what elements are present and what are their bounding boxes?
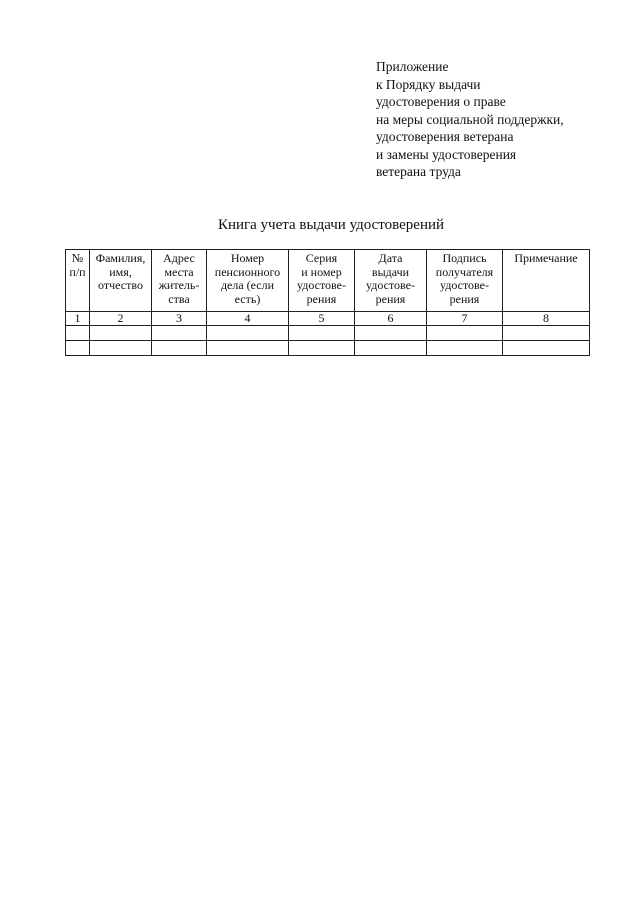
- appendix-line: удостоверения о праве: [376, 94, 506, 109]
- table-cell: [503, 341, 590, 356]
- table-cell: [152, 326, 207, 341]
- table-cell: [207, 341, 289, 356]
- table-cell: [427, 341, 503, 356]
- table-cell: [427, 326, 503, 341]
- appendix-line: удостоверения ветерана: [376, 129, 514, 144]
- header-cell-pension-number: Номер пенсионного дела (если есть): [207, 250, 289, 312]
- header-cell-address: Адрес места житель- ства: [152, 250, 207, 312]
- header-cell-signature: Подпись получателя удостове- рения: [427, 250, 503, 312]
- table-cell: [90, 326, 152, 341]
- register-table: [65, 249, 590, 356]
- appendix-line: Приложение: [376, 59, 449, 74]
- appendix-line: ветерана труда: [376, 164, 461, 179]
- column-number-cell: 1: [66, 312, 90, 326]
- header-cell-note: Примечание: [503, 250, 590, 312]
- table-cell: [90, 341, 152, 356]
- table-cell: [66, 326, 90, 341]
- table-cell: [503, 326, 590, 341]
- column-number-cell: 5: [289, 312, 355, 326]
- table-cell: [66, 341, 90, 356]
- appendix-line: к Порядку выдачи: [376, 76, 481, 92]
- document-title: Книга учета выдачи удостоверений: [217, 217, 445, 233]
- table-row: [66, 341, 590, 356]
- header-cell-series-number: Серия и номер удостове- рения: [289, 250, 355, 312]
- header-row: [66, 250, 590, 312]
- column-number-cell: 3: [152, 312, 207, 326]
- table-cell: [355, 341, 427, 356]
- column-number-cell: 7: [427, 312, 503, 326]
- header-cell-number: № п/п: [66, 250, 90, 312]
- header-cell-full-name: Фамилия, имя, отчество: [90, 250, 152, 312]
- appendix-block: [376, 58, 616, 181]
- table-cell: [207, 326, 289, 341]
- header-cell-issue-date: Дата выдачи удостове- рения: [355, 250, 427, 312]
- column-number-row: [66, 312, 590, 326]
- column-number-cell: 4: [207, 312, 289, 326]
- table-cell: [289, 326, 355, 341]
- column-number-cell: 6: [355, 312, 427, 326]
- table-row: [66, 326, 590, 341]
- appendix-line: на меры социальной поддержки,: [376, 111, 564, 127]
- table-cell: [152, 341, 207, 356]
- table-cell: [289, 341, 355, 356]
- column-number-cell: 8: [503, 312, 590, 326]
- appendix-line: и замены удостоверения: [376, 146, 517, 162]
- column-number-cell: 2: [90, 312, 152, 326]
- table-cell: [355, 326, 427, 341]
